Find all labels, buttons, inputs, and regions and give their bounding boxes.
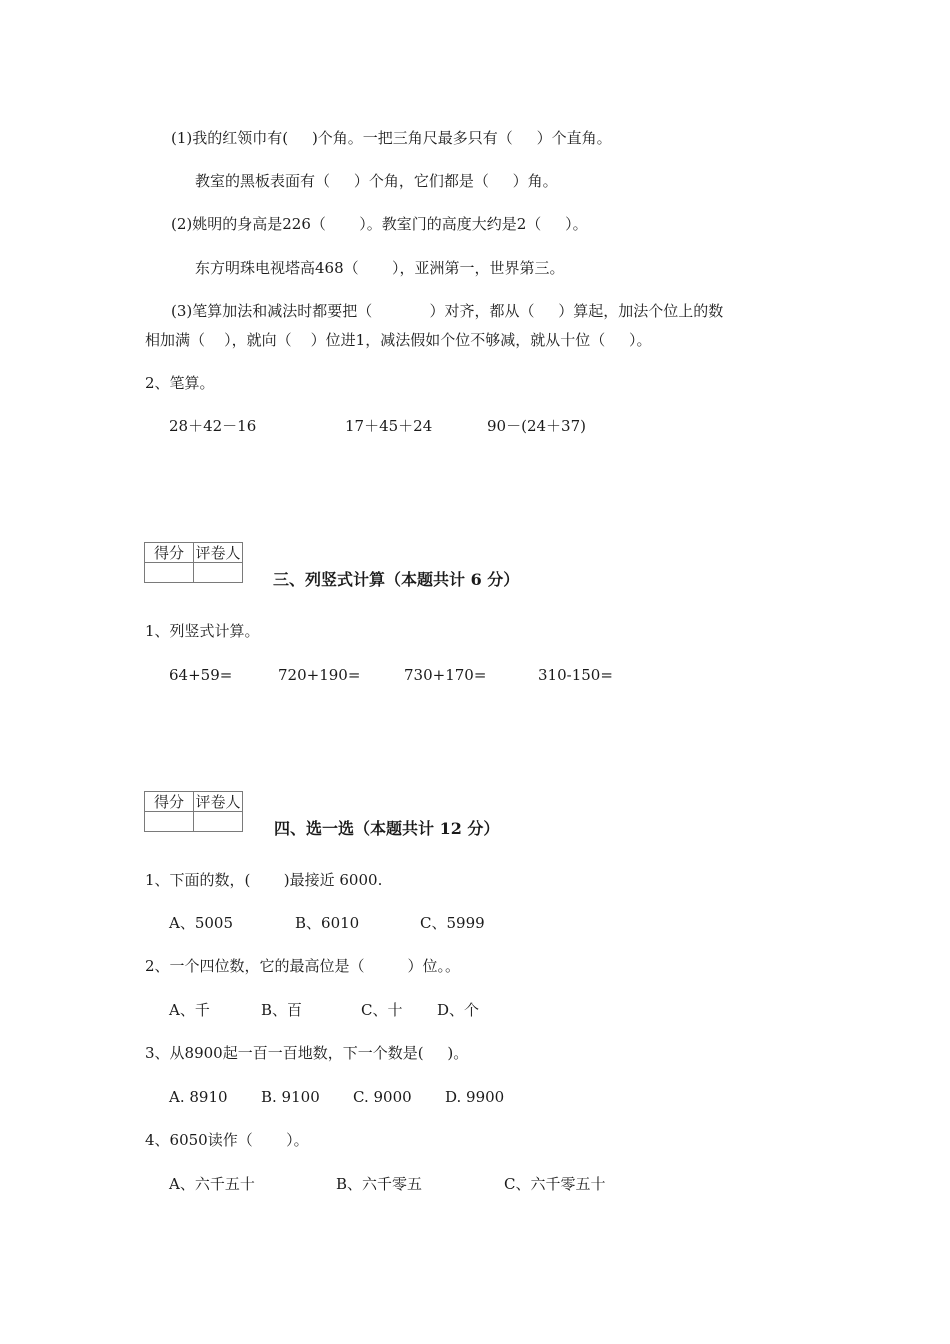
question-text: 4、6050读作（ ）。 — [145, 1131, 309, 1149]
calc-item: 310-150= — [538, 666, 613, 684]
grader-label: 评卷人 — [195, 792, 241, 811]
q3-line-2: 相加满（ ），就向（ ）位进1，减法假如个位不够减，就从十位（ ）。 — [145, 331, 652, 349]
grader-cell — [194, 563, 243, 583]
score-cell — [145, 563, 194, 583]
q1-line-1: (1)我的红领巾有( )个角。一把三角尺最多只有（ ）个直角。 — [171, 129, 612, 147]
section-heading: 三、列竖式计算（本题共计 6 分） — [273, 570, 520, 589]
option: C. 9000 — [353, 1088, 412, 1106]
options-row — [0, 1087, 950, 1107]
calc-item: 28＋42－16 — [169, 417, 257, 435]
q2-line-1: (2)姚明的身高是226（ ）。教室门的高度大约是2（ ）。 — [171, 215, 588, 233]
option: B、六千零五 — [336, 1175, 423, 1193]
calc-item: 720+190= — [278, 666, 361, 684]
calc-item: 64+59= — [169, 666, 233, 684]
item1-title: 1、列竖式计算。 — [145, 622, 260, 640]
calc-item: 17＋45＋24 — [345, 417, 433, 435]
vertical-calc-row — [0, 665, 950, 685]
option: A、5005 — [169, 914, 234, 932]
options-row — [0, 913, 950, 933]
question-text: 1、下面的数，( )最接近 6000. — [145, 871, 383, 889]
q2-line-2: 东方明珠电视塔高468（ ），亚洲第一，世界第三。 — [195, 259, 565, 277]
score-label: 得分 — [145, 792, 194, 812]
written-calc-row — [0, 416, 950, 436]
option: A. 8910 — [169, 1088, 228, 1106]
calc-item: 90－(24＋37) — [487, 417, 586, 435]
question-text: 3、从8900起一百一百地数，下一个数是( )。 — [145, 1044, 469, 1062]
option: D. 9900 — [445, 1088, 505, 1106]
grader-label: 评卷人 — [195, 543, 241, 562]
grader-cell — [194, 812, 243, 832]
q3-line-1: (3)笔算加法和减法时都要把（ ）对齐，都从（ ）算起，加法个位上的数 — [171, 302, 724, 320]
option: A、千 — [169, 1001, 210, 1019]
q1-line-2: 教室的黑板表面有（ ）个角，它们都是（ ）角。 — [195, 172, 558, 190]
score-table — [144, 542, 243, 583]
score-table — [144, 791, 243, 832]
option: B、百 — [261, 1001, 303, 1019]
option: B、6010 — [295, 914, 360, 932]
calc-item: 730+170= — [404, 666, 487, 684]
options-row — [0, 1000, 950, 1020]
option: C、5999 — [420, 914, 485, 932]
option: D、个 — [437, 1001, 480, 1019]
question-text: 2、一个四位数，它的最高位是（ ）位。。 — [145, 957, 460, 975]
options-row — [0, 1174, 950, 1194]
score-label: 得分 — [145, 543, 194, 563]
option: B. 9100 — [261, 1088, 320, 1106]
option: C、六千零五十 — [504, 1175, 606, 1193]
section-heading: 四、选一选（本题共计 12 分） — [274, 819, 500, 838]
score-cell — [145, 812, 194, 832]
item2-title: 2、笔算。 — [145, 374, 215, 392]
option: C、十 — [361, 1001, 403, 1019]
option: A、六千五十 — [169, 1175, 255, 1193]
